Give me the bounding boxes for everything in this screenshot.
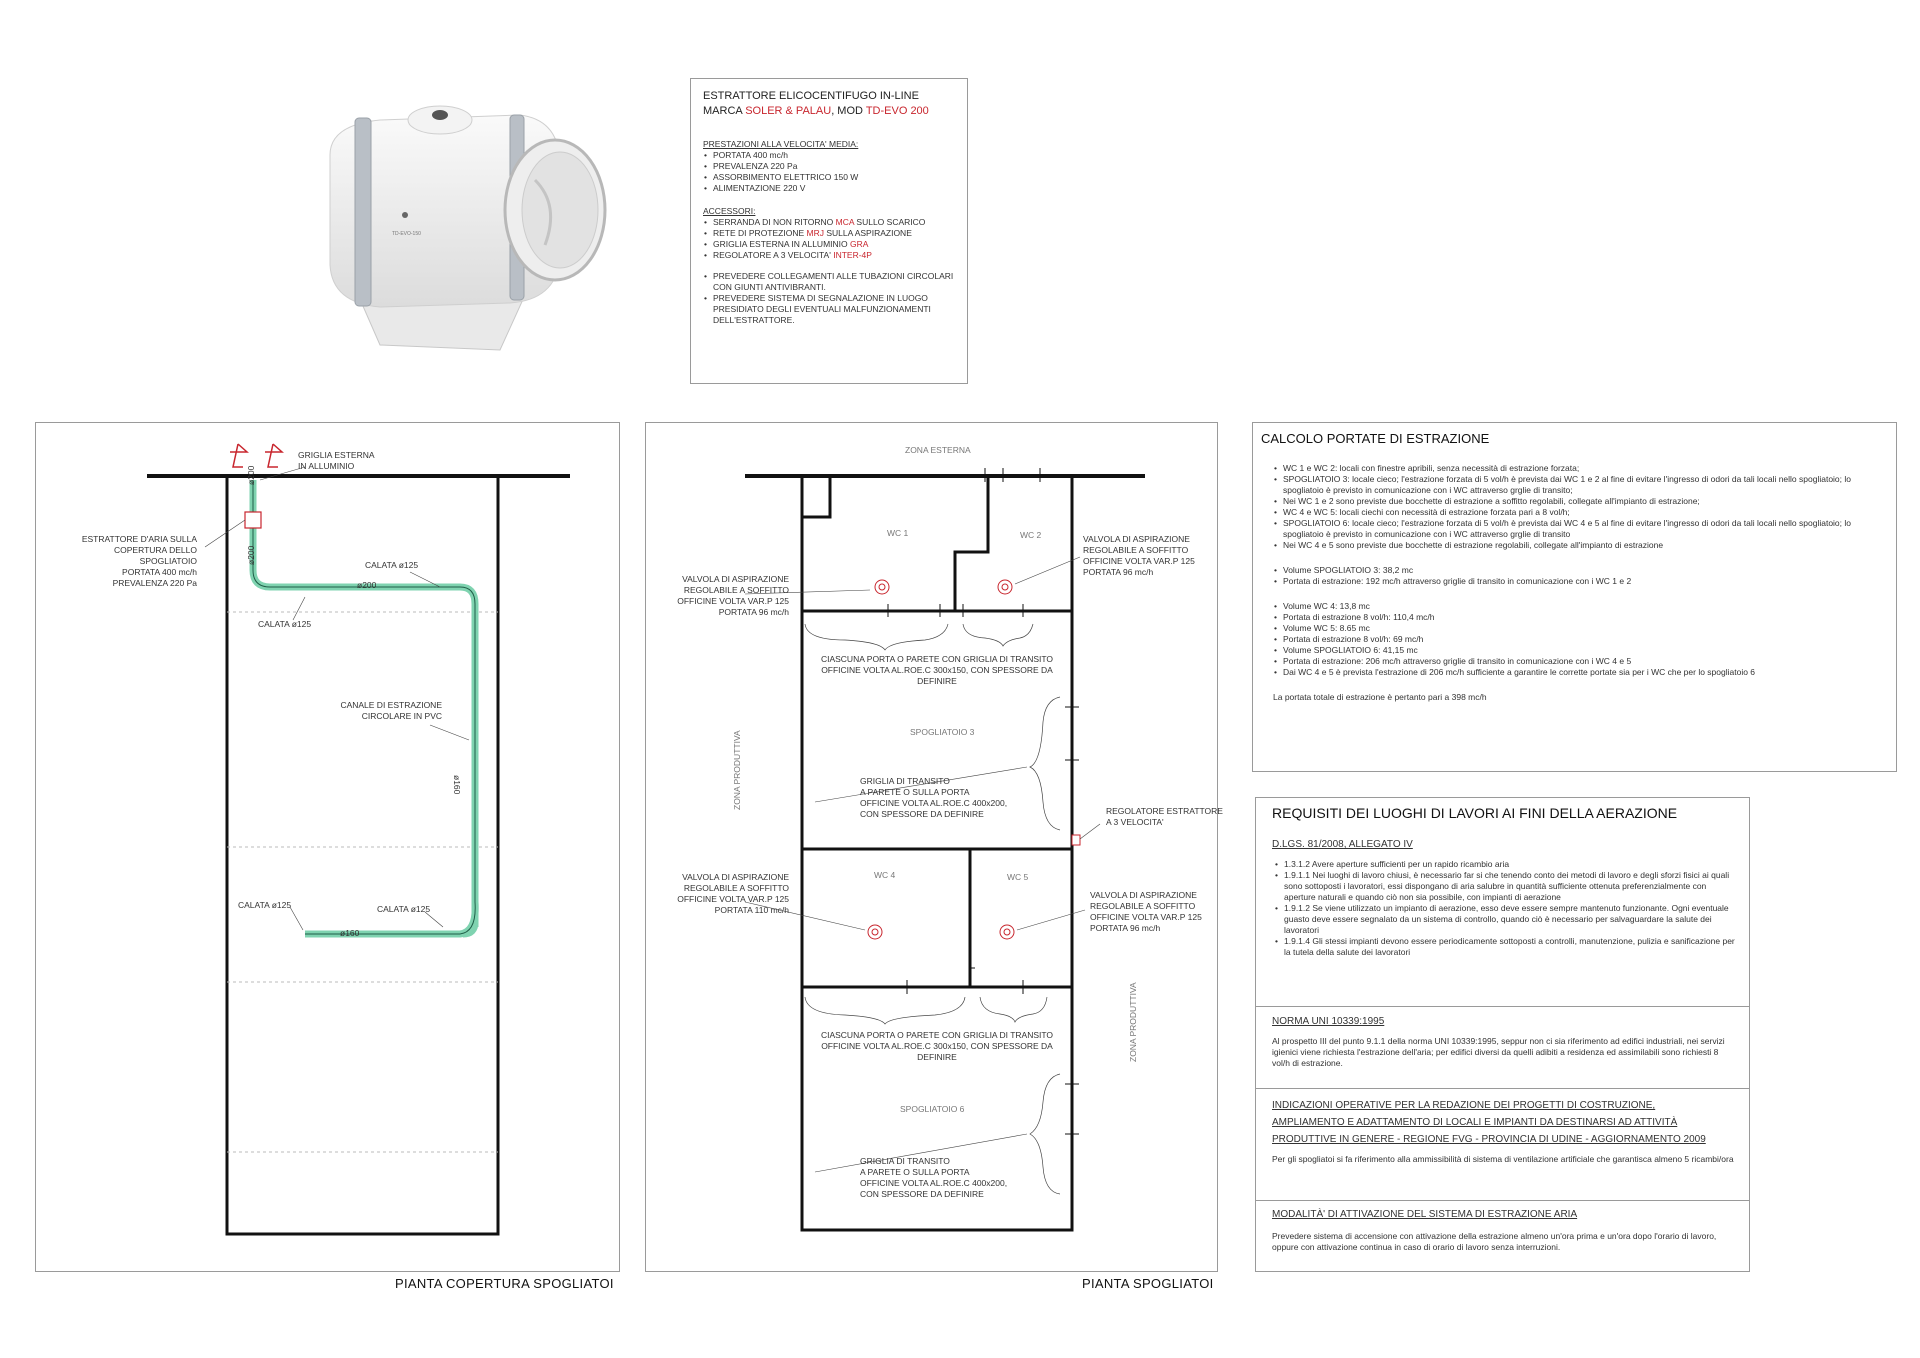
- room-wc4: WC 4: [874, 870, 896, 880]
- calc-box: [1252, 422, 1897, 772]
- calc-item: • Portata di estrazione: 192 mc/h attraverso griglie di transito in comunicazione con i WC 1 e 2: [1283, 576, 1883, 587]
- calc-item: • Volume WC 5: 8.65 mc: [1283, 623, 1883, 634]
- dlgs-item: • 1.9.1.1 Nei luoghi di lavoro chiusi, è necessario far si che tenendo conto dei metodi di lavoro e degli sforzi fisici ai quali sono sottoposti i lavoratori, essi dispongano di aria salubre in quantità sufficiente ottenuta preferenzialmente con aperture naturali e quando ciò non sia possibile, con impianti di aerazione: [1284, 870, 1737, 903]
- product-notes: [703, 271, 958, 326]
- label-fan-on-roof: ESTRATTORE D'ARIA SULLA COPERTURA DELLO SPOGLIATOIO PORTATA 400 mc/h PREVALENZA 220 Pa: [81, 534, 197, 588]
- roof-plan-caption: PIANTA COPERTURA SPOGLIATOI: [395, 1276, 614, 1291]
- dlgs-items: [1272, 859, 1737, 958]
- label-valve-wc5: VALVOLA DI ASPIRAZIONE REGOLABILE A SOFFITTO OFFICINE VOLTA VAR.P 125 PORTATA 96 mc/h: [1090, 890, 1202, 933]
- calc-item: • Volume SPOGLIATOIO 3: 38,2 mc: [1283, 565, 1883, 576]
- room-wc2: WC 2: [1020, 530, 1042, 540]
- dlgs-title: D.LGS. 81/2008, ALLEGATO IV: [1272, 839, 1413, 850]
- activation-title: MODALITÀ' DI ATTIVAZIONE DEL SISTEMA DI ESTRAZIONE ARIA: [1272, 1209, 1578, 1220]
- label-pvc-duct: CANALE DI ESTRAZIONE CIRCOLARE IN PVC: [340, 700, 442, 721]
- room-wc5: WC 5: [1007, 872, 1029, 882]
- calc-item: • Dai WC 4 e 5 è prevista l'estrazione di 206 mc/h sufficiente a garantire le corrette portate sia per i WC che per lo spogliatoio 6: [1283, 667, 1883, 678]
- label-calata-b: CALATA ø125: [258, 619, 312, 629]
- floor-plan-caption: PIANTA SPOGLIATOI: [1082, 1276, 1214, 1291]
- calc-group-2: [1273, 565, 1883, 587]
- label-d160-b: ø160: [340, 928, 360, 938]
- note-transit-grille-6: GRIGLIA DI TRANSITO A PARETE O SULLA PORTA OFFICINE VOLTA AL.ROE.C 400x200, CON SPESSORE DA DEFINIRE: [860, 1156, 1008, 1199]
- calc-total: La portata totale di estrazione è pertanto pari a 398 mc/h: [1273, 692, 1487, 702]
- fvg-title: INDICAZIONI OPERATIVE PER LA REDAZIONE DEI PROGETTI DI COSTRUZIONE, AMPLIAMENTO E ADATTAMENTO DI LOCALI E IMPIANTI DA DESTINARSI AD ATTIVITÀ PRODUTTIVE IN GENERE - REGIONE FVG - PROVINCIA DI UDINE - AGGIORNAMENTO 2009: [1272, 1100, 1706, 1145]
- dlgs-item: • 1.9.1.2 Se viene utilizzato un impianto di aerazione, esso deve essere sempre mantenuto funzionante. Ogni eventuale guasto deve essere segnalato da un sistema di controllo, quando ciò è necessario per salvaguardare la salute dei lavoratori: [1284, 903, 1737, 936]
- label-speed-regulator: REGOLATORE ESTRATTORE A 3 VELOCITA': [1106, 806, 1223, 827]
- label-external-grille: GRIGLIA ESTERNA IN ALLUMINIO: [298, 450, 375, 471]
- room-wc1: WC 1: [887, 528, 909, 538]
- calc-item: • SPOGLIATOIO 3: locale cieco; l'estrazione forzata di 5 vol/h è prevista dai WC 1 e 2 al fine di evitare l'ingresso di odori da tali locali nello spogliatoio; lo spogliatoio è previsto in comunicazione con i WC attraverso grglie di transito;: [1283, 474, 1883, 496]
- requirements-box: [1255, 797, 1750, 1272]
- perf-item: • PORTATA 400 mc/h: [713, 150, 958, 161]
- note-transit-grille-3: GRIGLIA DI TRANSITO A PARETE O SULLA PORTA OFFICINE VOLTA AL.ROE.C 400x200, CON SPESSORE DA DEFINIRE: [860, 776, 1008, 819]
- room-spogliatoio-3: SPOGLIATOIO 3: [910, 727, 975, 737]
- product-model: TD-EVO 200: [865, 105, 929, 117]
- label-valve-wc4: VALVOLA DI ASPIRAZIONE REGOLABILE A SOFFITTO OFFICINE VOLTA VAR.P 125 PORTATA 110 mc/h: [677, 872, 789, 915]
- fvg-text: Per gli spogliatoi si fa riferimento alla ammissibilità di sistema di ventilazione artificiale che garantisca almeno 5 ricambi/ora: [1272, 1154, 1734, 1164]
- label-valve-wc1: VALVOLA DI ASPIRAZIONE REGOLABILE A SOFFITTO OFFICINE VOLTA VAR.P 125 PORTATA 96 mc/h: [677, 574, 789, 617]
- fan-model-label: TD-EVO-150: [392, 231, 421, 237]
- label-d200-b: ø200: [246, 545, 256, 565]
- product-title-line2: MARCA SOLER & PALAU, MOD TD-EVO 200: [703, 105, 929, 117]
- requirements-title: REQUISITI DEI LUOGHI DI LAVORI AI FINI DELLA AERAZIONE: [1272, 805, 1678, 821]
- calc-group-1: [1273, 463, 1883, 551]
- label-d200-a: ø200: [246, 465, 256, 485]
- label-valve-wc2: VALVOLA DI ASPIRAZIONE REGOLABILE A SOFFITTO OFFICINE VOLTA VAR.P 125 PORTATA 96 mc/h: [1083, 534, 1195, 577]
- accessory-item: • RETE DI PROTEZIONE MRJ SULLA ASPIRAZIONE: [713, 228, 958, 239]
- perf-item: • ALIMENTAZIONE 220 V: [713, 183, 958, 194]
- note-doors-bottom: CIASCUNA PORTA O PARETE CON GRIGLIA DI TRANSITO OFFICINE VOLTA AL.ROE.C 300x150, CON SPESSORE DA DEFINIRE: [820, 1030, 1054, 1062]
- calc-group-3: [1273, 601, 1883, 678]
- perf-item: • PREVALENZA 220 Pa: [713, 161, 958, 172]
- calc-item: • Portata di estrazione: 206 mc/h attraverso griglie di transito in comunicazione con i WC 4 e 5: [1283, 656, 1883, 667]
- label-zona-produttiva-right: ZONA PRODUTTIVA: [1128, 982, 1138, 1062]
- calc-item: • Volume WC 4: 13,8 mc: [1283, 601, 1883, 612]
- label-calata-a: CALATA ø125: [365, 560, 419, 570]
- accessories-list: [703, 217, 958, 261]
- dlgs-item: • 1.9.1.4 Gli stessi impianti devono essere periodicamente sottoposti a controlli, manutenzione, pulizia e sanificazione per la tutela della salute dei lavoratori: [1284, 936, 1737, 958]
- note-doors-top: CIASCUNA PORTA O PARETE CON GRIGLIA DI TRANSITO OFFICINE VOLTA AL.ROE.C 300x150, CON SPESSORE DA DEFINIRE: [820, 654, 1054, 686]
- product-note: • PREVEDERE COLLEGAMENTI ALLE TUBAZIONI CIRCOLARI CON GIUNTI ANTIVIBRANTI.: [713, 271, 958, 293]
- calc-item: • SPOGLIATOIO 6: locale cieco; l'estrazione forzata di 5 vol/h è prevista dai WC 4 e 5 al fine di evitare l'ingresso di odori da tali locali nello spogliatoio; lo spogliatoio è previsto in comunicazione con i WC attraverso grglie di transito: [1283, 518, 1883, 540]
- calc-item: • Portata di estrazione 8 vol/h: 110,4 mc/h: [1283, 612, 1883, 623]
- label-calata-c: CALATA ø125: [238, 900, 292, 910]
- room-spogliatoio-6: SPOGLIATOIO 6: [900, 1104, 965, 1114]
- calc-item: • Nei WC 4 e 5 sono previste due bocchette di estrazione regolabili, collegate all'impianto di estrazione: [1283, 540, 1883, 551]
- accessory-item: • REGOLATORE A 3 VELOCITA' INTER-4P: [713, 250, 958, 261]
- label-zona-esterna: ZONA ESTERNA: [905, 445, 971, 455]
- inline-fan-image: [320, 95, 620, 355]
- label-d160-a: ø160: [452, 775, 462, 795]
- product-spec-box: [690, 78, 968, 384]
- calc-item: • Nei WC 1 e 2 sono previste due bocchette di estrazione a soffitto regolabili, collegate all'impianto di estrazione;: [1283, 496, 1883, 507]
- perf-item: • ASSORBIMENTO ELETTRICO 150 W: [713, 172, 958, 183]
- calc-item: • WC 4 e WC 5: locali ciechi con necessità di estrazione forzata pari a 8 vol/h;: [1283, 507, 1883, 518]
- label-d200-c: ø200: [357, 580, 377, 590]
- uni-title: NORMA UNI 10339:1995: [1272, 1016, 1385, 1027]
- perf-list: [703, 150, 958, 194]
- accessory-item: • GRIGLIA ESTERNA IN ALLUMINIO GRA: [713, 239, 958, 250]
- calc-item: • WC 1 e WC 2: locali con finestre apribili, senza necessità di estrazione forzata;: [1283, 463, 1883, 474]
- calc-item: • Portata di estrazione 8 vol/h: 69 mc/h: [1283, 634, 1883, 645]
- label-zona-produttiva-left: ZONA PRODUTTIVA: [732, 730, 742, 810]
- calc-item: • Volume SPOGLIATOIO 6: 41,15 mc: [1283, 645, 1883, 656]
- accessories-title: ACCESSORI:: [703, 206, 756, 216]
- activation-text: Prevedere sistema di accensione con attivazione della estrazione almeno un'ora prima e un'ora dopo l'orario di lavoro, oppure con attivazione continua in caso di orario di lavoro senza interruzioni.: [1272, 1231, 1717, 1252]
- uni-text: Al prospetto III del punto 9.1.1 della norma UNI 10339:1995, seppur non ci sia riferimento ad edifici industriali, nei servizi igienici viene richiesta l'estrazione dell'aria; per edifici diversi da quelli adibiti a residenza ed assimilabili sono richiesti 8 vol/h di estrazione.: [1272, 1036, 1725, 1068]
- calc-title: CALCOLO PORTATE DI ESTRAZIONE: [1261, 431, 1490, 446]
- accessory-item: • SERRANDA DI NON RITORNO MCA SULLO SCARICO: [713, 217, 958, 228]
- product-brand: SOLER & PALAU: [745, 105, 832, 117]
- product-note: • PREVEDERE SISTEMA DI SEGNALAZIONE IN LUOGO PRESIDIATO DEGLI EVENTUALI MALFUNZIONAMENTI DELL'ESTRATTORE.: [713, 293, 958, 326]
- label-calata-d: CALATA ø125: [377, 904, 431, 914]
- perf-title: PRESTAZIONI ALLA VELOCITA' MEDIA:: [703, 139, 859, 149]
- dlgs-item: • 1.3.1.2 Avere aperture sufficienti per un rapido ricambio aria: [1284, 859, 1737, 870]
- product-title-line1: ESTRATTORE ELICOCENTIFUGO IN-LINE: [703, 90, 919, 102]
